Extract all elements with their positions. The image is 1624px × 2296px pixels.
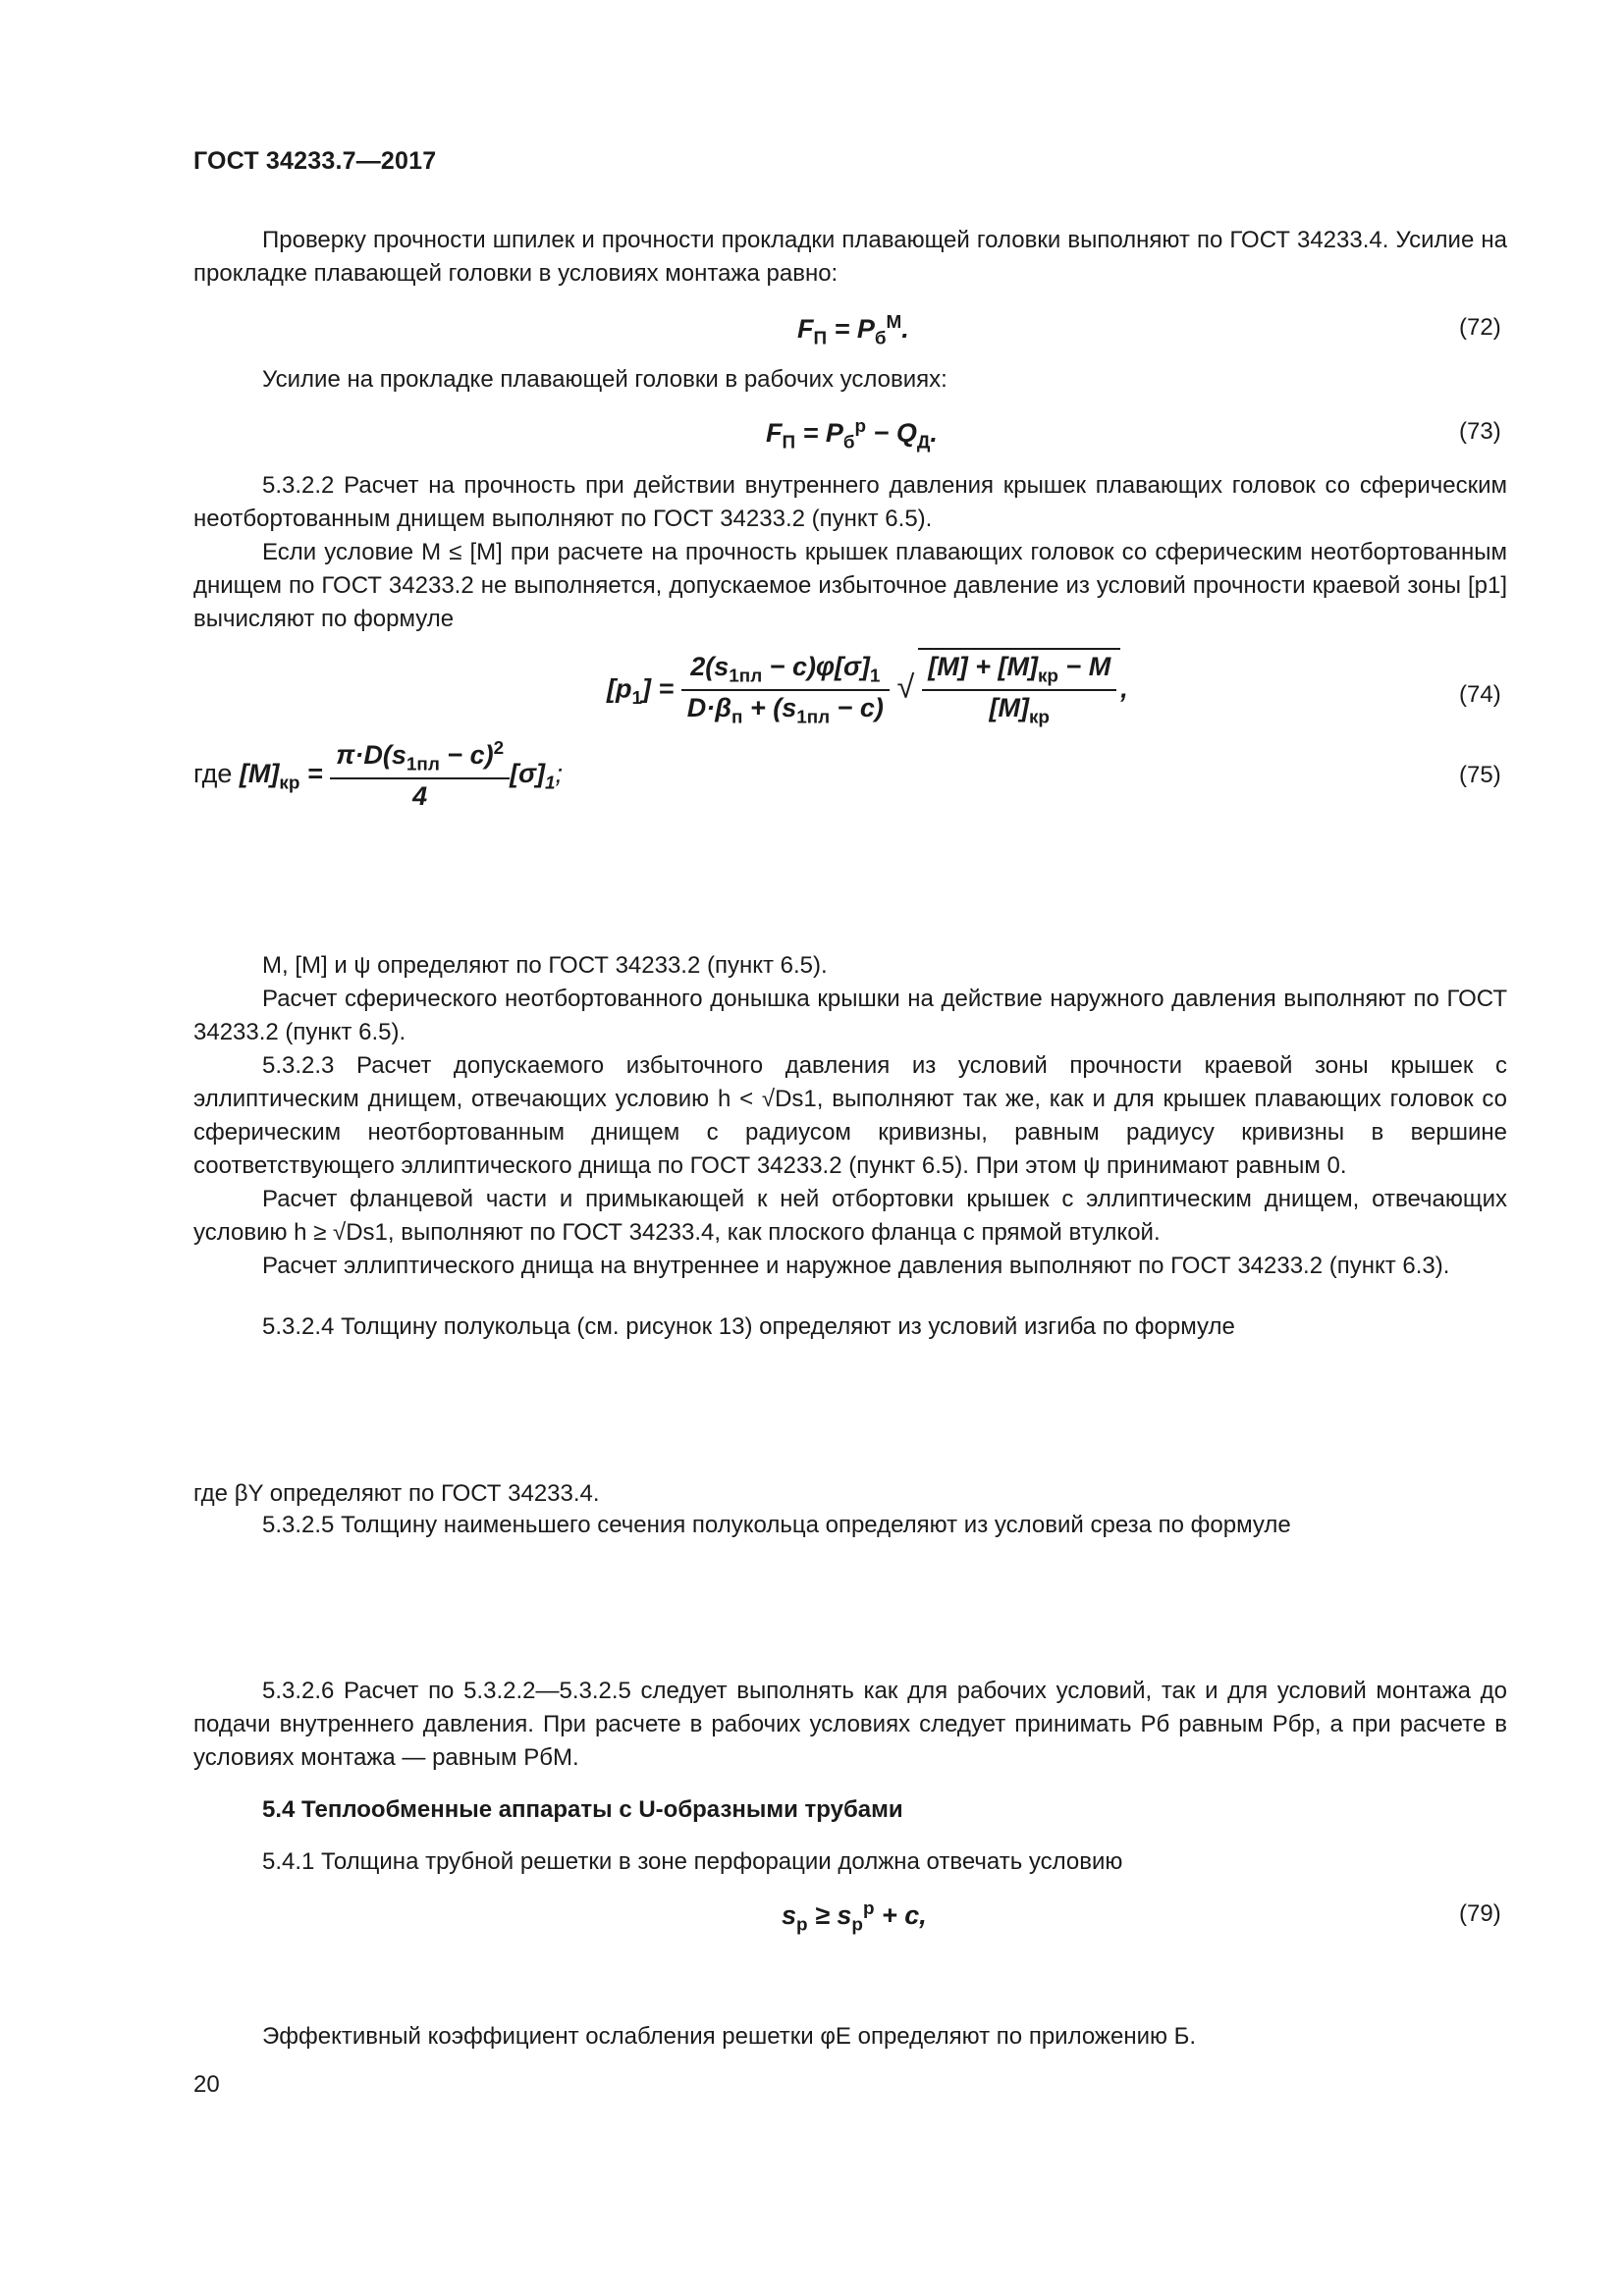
equation-number: (73) — [1459, 418, 1501, 445]
equation-number: (72) — [1459, 314, 1501, 341]
document-header: ГОСТ 34233.7—2017 — [193, 147, 437, 175]
formula-74: $[p_1]$ = $\frac{2(s_{1пл} - c)\varphi[\sigma]_1}{D\cdot\beta_п + (s_{1пл} - c)}$ √ $\frac{[M] + [M]_{кр} - M}{[M]_{кр}}$ , — [607, 648, 1128, 729]
paragraph-p1: Проверку прочности шпилек и прочности прокладки плавающей головки выполняют по ГОСТ 34233.4. Усилие на прокладке плавающей головки в условиях монтажа равно: — [193, 227, 1507, 287]
paragraph-p2: Усилие на прокладке плавающей головки в рабочих условиях: — [262, 366, 947, 393]
formula-73: $F_П = P_б^р - Q_Д$. — [766, 416, 938, 454]
section-title: 5.4 Теплообменные аппараты с U-образными трубами — [262, 1796, 903, 1823]
paragraph-p6: Расчет сферического неотбортованного донышка крышки на действие наружного давления выполняют по ГОСТ 34233.2 (пункт 6.5). — [193, 986, 1507, 1045]
formula-72: $F_П = P_б^М$. — [797, 312, 909, 349]
fraction: $\frac{2(s_{1пл} - c)\varphi[\sigma]_1}{D\cdot\beta_п + (s_{1пл} - c)}$ — [681, 652, 890, 729]
paragraph-p11: где βY определяют по ГОСТ 34233.4. — [193, 1480, 600, 1507]
fraction: $\frac{[M] + [M]_{кр} - M}{[M]_{кр}}$ — [922, 652, 1116, 729]
equation-number: (79) — [1459, 1900, 1501, 1927]
formula-75: где $[M]_{кр}$ = $\frac{\pi\cdot D(s_{1пл} - c)^2}{4}$ $[\sigma]_1$; — [193, 738, 564, 812]
paragraph-p14: 5.4.1 Толщина трубной решетки в зоне перфорации должна отвечать условию — [262, 1848, 1123, 1875]
page-number: 20 — [193, 2071, 220, 2098]
paragraph-p7: 5.3.2.3 Расчет допускаемого избыточного давления из условий прочности краевой зоны крышек с эллиптическим днищем, отвечающих условию h < √Ds1, выполняют так же, как и для крышек плавающих головок со сферическим неотбортованным днищем с радиусом кривизны, равным радиусу кривизны в вершине соответствующего эллиптического днища по ГОСТ 34233.2 (пункт 6.5). При этом ψ принимают равным 0. — [193, 1052, 1507, 1179]
paragraph-p5: M, [M] и ψ определяют по ГОСТ 34233.2 (пункт 6.5). — [262, 952, 828, 979]
paragraph-p9: Расчет эллиптического днища на внутреннее и наружное давления выполняют по ГОСТ 34233.2 (пункт 6.3). — [262, 1253, 1450, 1279]
formula-79: $s_р \ge s_р^р + c$, — [782, 1898, 927, 1936]
paragraph-p13: 5.3.2.6 Расчет по 5.3.2.2—5.3.2.5 следует выполнять как для рабочих условий, так и для условий монтажа до подачи внутреннего давления. При расчете в рабочих условиях следует принимать Pб равным Pбр, а при расчете в условиях монтажа — равным PбМ. — [193, 1678, 1507, 1771]
paragraph-p3: 5.3.2.2 Расчет на прочность при действии внутреннего давления крышек плавающих головок со сферическим неотбортованным днищем выполняют по ГОСТ 34233.2 (пункт 6.5). — [193, 472, 1507, 532]
paragraph-p4: Если условие M ≤ [M] при расчете на прочность крышек плавающих головок со сферическим неотбортованным днищем по ГОСТ 34233.2 не выполняется, допускаемое избыточное давление из условий прочности краевой зоны [p1] вычисляют по формуле — [193, 539, 1507, 632]
equation-number: (74) — [1459, 681, 1501, 708]
where-label: где — [193, 758, 233, 788]
fraction: $\frac{\pi\cdot D(s_{1пл} - c)^2}{4}$ — [330, 738, 510, 812]
paragraph-p8: Расчет фланцевой части и примыкающей к ней отбортовки крышек с эллиптическим днищем, отвечающих условию h ≥ √Ds1, выполняют по ГОСТ 34233.4, как плоского фланца с прямой втулкой. — [193, 1186, 1507, 1246]
equation-number: (75) — [1459, 762, 1501, 788]
paragraph-p12: 5.3.2.5 Толщину наименьшего сечения полукольца определяют из условий среза по формуле — [262, 1512, 1291, 1538]
paragraph-p15: Эффективный коэффициент ослабления решетки φE определяют по приложению Б. — [262, 2023, 1197, 2050]
paragraph-p10: 5.3.2.4 Толщину полукольца (см. рисунок 13) определяют из условий изгиба по формуле — [262, 1313, 1235, 1340]
